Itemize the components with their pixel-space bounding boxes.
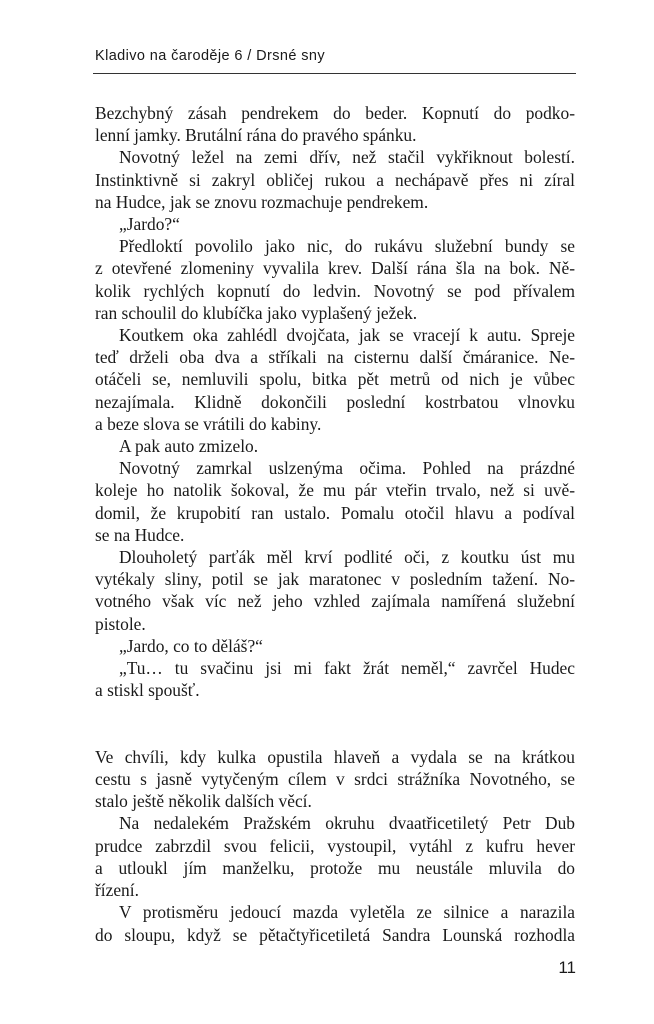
text-line: „Jardo?“ [119,214,180,235]
body-text [95,102,575,946]
text-line: V protisměru jedoucí mazda vyletěla ze silnice a narazila [119,902,575,923]
text-line: a beze slova se vrátili do kabiny. [95,413,322,434]
text-line: stalo ještě několik dalších věcí. [95,791,312,812]
text-line: a utloukl jím manželku, protože mu neustále mluvila do [95,857,575,878]
text-line: lenní jamky. Brutální rána do pravého spánku. [95,125,417,146]
text-line: votného však víc než jeho vzhled zajímala namířená služební [95,591,575,612]
text-line: Dlouholetý parťák měl krví podlité oči, z koutku úst mu [119,547,575,568]
section-break [95,701,575,745]
header-rule [93,73,576,74]
text-line: se na Hudce. [95,524,185,545]
text-line: z otevřené zlomeniny vyvalila krev. Další rána šla na bok. Ně- [95,258,575,279]
text-line: ran schoulil do klubíčka jako vyplašený ježek. [95,302,418,323]
text-line: Na nedalekém Pražském okruhu dvaatřicetiletý Petr Dub [119,813,575,834]
text-line: Novotný ležel na zemi dřív, než stačil vykřiknout bolestí. [119,147,575,168]
text-line: a stiskl spoušť. [95,680,200,701]
text-line: na Hudce, jak se znovu rozmachuje pendrekem. [95,191,429,212]
text-line: cestu s jasně vytyčeným cílem v srdci strážníka Novotného, se [95,769,575,790]
running-head: Kladivo na čaroděje 6 / Drsné sny [95,48,326,64]
text-line: Předloktí povolilo jako nic, do rukávu služební bundy se [119,236,575,257]
text-line: teď drželi oba dva a stříkali na cisternu další čmáranice. Ne- [95,347,575,368]
page-number: 11 [558,958,576,977]
text-line: domil, že krupobití ran ustalo. Pomalu otočil hlavu a podíval [95,502,575,523]
text-line: prudce zabrzdil svou felicii, vystoupil, vytáhl z kufru hever [95,835,575,856]
text-line: „Jardo, co to děláš?“ [119,635,263,656]
text-line: Novotný zamrkal uslzenýma očima. Pohled na prázdné [119,458,575,479]
text-line: Ve chvíli, kdy kulka opustila hlaveň a vydala se na krátkou [95,746,575,767]
text-line: kolik rychlých kopnutí do ledvin. Novotný se pod přívalem [95,280,575,301]
text-line: „Tu… tu svačinu jsi mi fakt žrát neměl,“ zavrčel Hudec [119,658,575,679]
text-line: pistole. [95,613,146,634]
text-line: vytékaly sliny, potil se jak maratonec v posledním tažení. No- [95,569,575,590]
text-line: do sloupu, když se pětačtyřicetiletá Sandra Lounská rozhodla [95,924,575,945]
text-line: A pak auto zmizelo. [119,436,259,457]
text-line: Instinktivně si zakryl obličej rukou a nechápavě přes ni zíral [95,169,575,190]
text-line: řízení. [95,880,139,901]
text-line: Koutkem oka zahlédl dvojčata, jak se vracejí k autu. Spreje [119,325,575,346]
text-line: otáčeli se, nemluvili spolu, bitka pět metrů od nich je vůbec [95,369,575,390]
text-line: koleje ho natolik šokoval, že mu pár vteřin trvalo, než si uvě- [95,480,575,501]
text-line: Bezchybný zásah pendrekem do beder. Kopnutí do podko- [95,103,575,123]
text-line: nezajímala. Klidně dokončili poslední kostrbatou vlnovku [95,391,575,412]
